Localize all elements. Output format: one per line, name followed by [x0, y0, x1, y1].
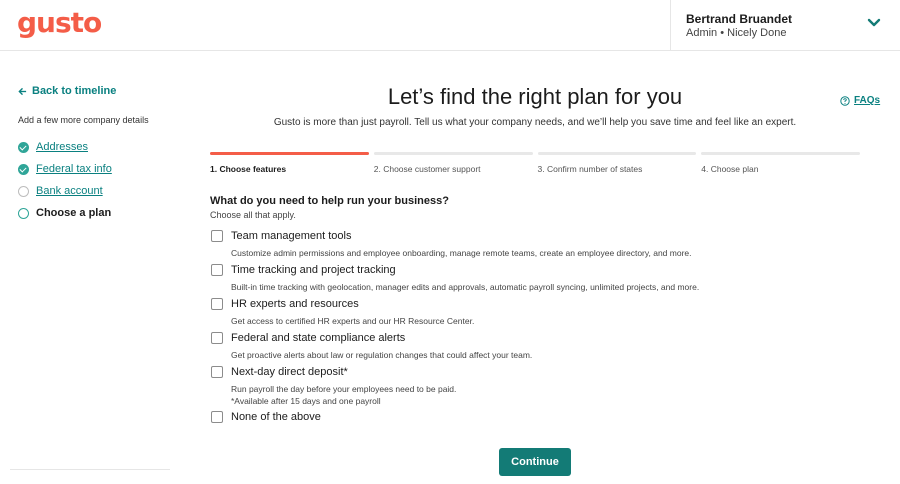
chevron-down-icon[interactable] [867, 18, 881, 28]
option-title[interactable]: HR experts and resources [231, 298, 359, 310]
current-step-circle-icon [18, 208, 29, 219]
option-title[interactable]: Team management tools [231, 230, 352, 242]
progress-step-choose-customer-support [374, 152, 533, 174]
progress-step-label: 4. Choose plan [701, 164, 759, 174]
option-title[interactable]: Next-day direct deposit* [231, 366, 348, 378]
continue-button[interactable]: Continue [499, 448, 571, 476]
faqs-link[interactable] [840, 95, 880, 106]
empty-circle-icon [18, 186, 29, 197]
hr-experts-checkbox[interactable] [211, 298, 223, 310]
sidebar-item-bank-account[interactable] [18, 180, 112, 202]
features-question: What do you need to help run your business? [210, 195, 449, 207]
sidebar-item-label[interactable]: Federal tax info [36, 163, 112, 175]
sidebar [0, 51, 175, 484]
sidebar-divider [10, 469, 170, 470]
progress-bar [210, 152, 369, 155]
page-title: Let’s find the right plan for you [387, 84, 683, 109]
next-day-deposit-checkbox[interactable] [211, 366, 223, 378]
progress-step-choose-plan [701, 152, 860, 174]
sidebar-item-federal-tax-info[interactable] [18, 158, 112, 180]
page-subtitle: Gusto is more than just payroll. Tell us what your company needs, and we’ll help you save time and feel like an expert. [273, 117, 797, 128]
time-tracking-checkbox[interactable] [211, 264, 223, 276]
option-description: Run payroll the day before your employees need to be paid. [231, 384, 457, 394]
progress-bar [538, 152, 697, 155]
user-role: Admin • Nicely Done [686, 27, 787, 39]
option-title[interactable]: None of the above [231, 411, 321, 423]
user-menu[interactable] [670, 0, 900, 51]
progress-step-label: 2. Choose customer support [373, 164, 481, 174]
sidebar-item-choose-a-plan [18, 202, 112, 224]
help-circle-icon [840, 96, 850, 106]
gusto-logo[interactable]: gusto [17, 6, 102, 39]
progress-step-confirm-states [538, 152, 697, 174]
plan-progress-steps [210, 152, 860, 174]
option-description: Built-in time tracking with geolocation, manager edits and approvals, automatic payroll syncing, unlimited projects, and more. [231, 282, 700, 292]
sidebar-steps [18, 136, 112, 224]
progress-step-label: 3. Confirm number of states [537, 164, 643, 174]
user-name: Bertrand Bruandet [686, 12, 793, 26]
arrow-left-icon [18, 87, 27, 96]
sidebar-item-label: Choose a plan [36, 207, 112, 219]
option-footnote: *Available after 15 days and one payroll [231, 396, 381, 406]
progress-bar [701, 152, 860, 155]
team-management-checkbox[interactable] [211, 230, 223, 242]
option-title[interactable]: Time tracking and project tracking [231, 264, 396, 276]
option-description: Get proactive alerts about law or regulation changes that could affect your team. [231, 350, 533, 360]
check-circle-icon [18, 142, 29, 153]
progress-step-label: 1. Choose features [210, 164, 287, 174]
sidebar-item-label[interactable]: Addresses [36, 141, 88, 153]
sidebar-heading: Add a few more company details [18, 115, 149, 125]
progress-step-choose-features [210, 152, 369, 174]
option-title[interactable]: Federal and state compliance alerts [231, 332, 406, 344]
features-hint: Choose all that apply. [210, 210, 296, 220]
sidebar-item-addresses[interactable] [18, 136, 112, 158]
back-to-timeline-link[interactable] [18, 85, 116, 97]
faqs-label: FAQs [854, 95, 881, 106]
sidebar-item-label[interactable]: Bank account [36, 185, 103, 197]
option-description: Customize admin permissions and employee onboarding, manage remote teams, create an employee directory, and more. [231, 248, 692, 258]
none-of-the-above-checkbox[interactable] [211, 411, 223, 423]
progress-bar [374, 152, 533, 155]
check-circle-icon [18, 164, 29, 175]
top-header [0, 0, 900, 51]
compliance-alerts-checkbox[interactable] [211, 332, 223, 344]
back-to-timeline-label: Back to timeline [32, 85, 117, 97]
option-description: Get access to certified HR experts and our HR Resource Center. [231, 316, 475, 326]
